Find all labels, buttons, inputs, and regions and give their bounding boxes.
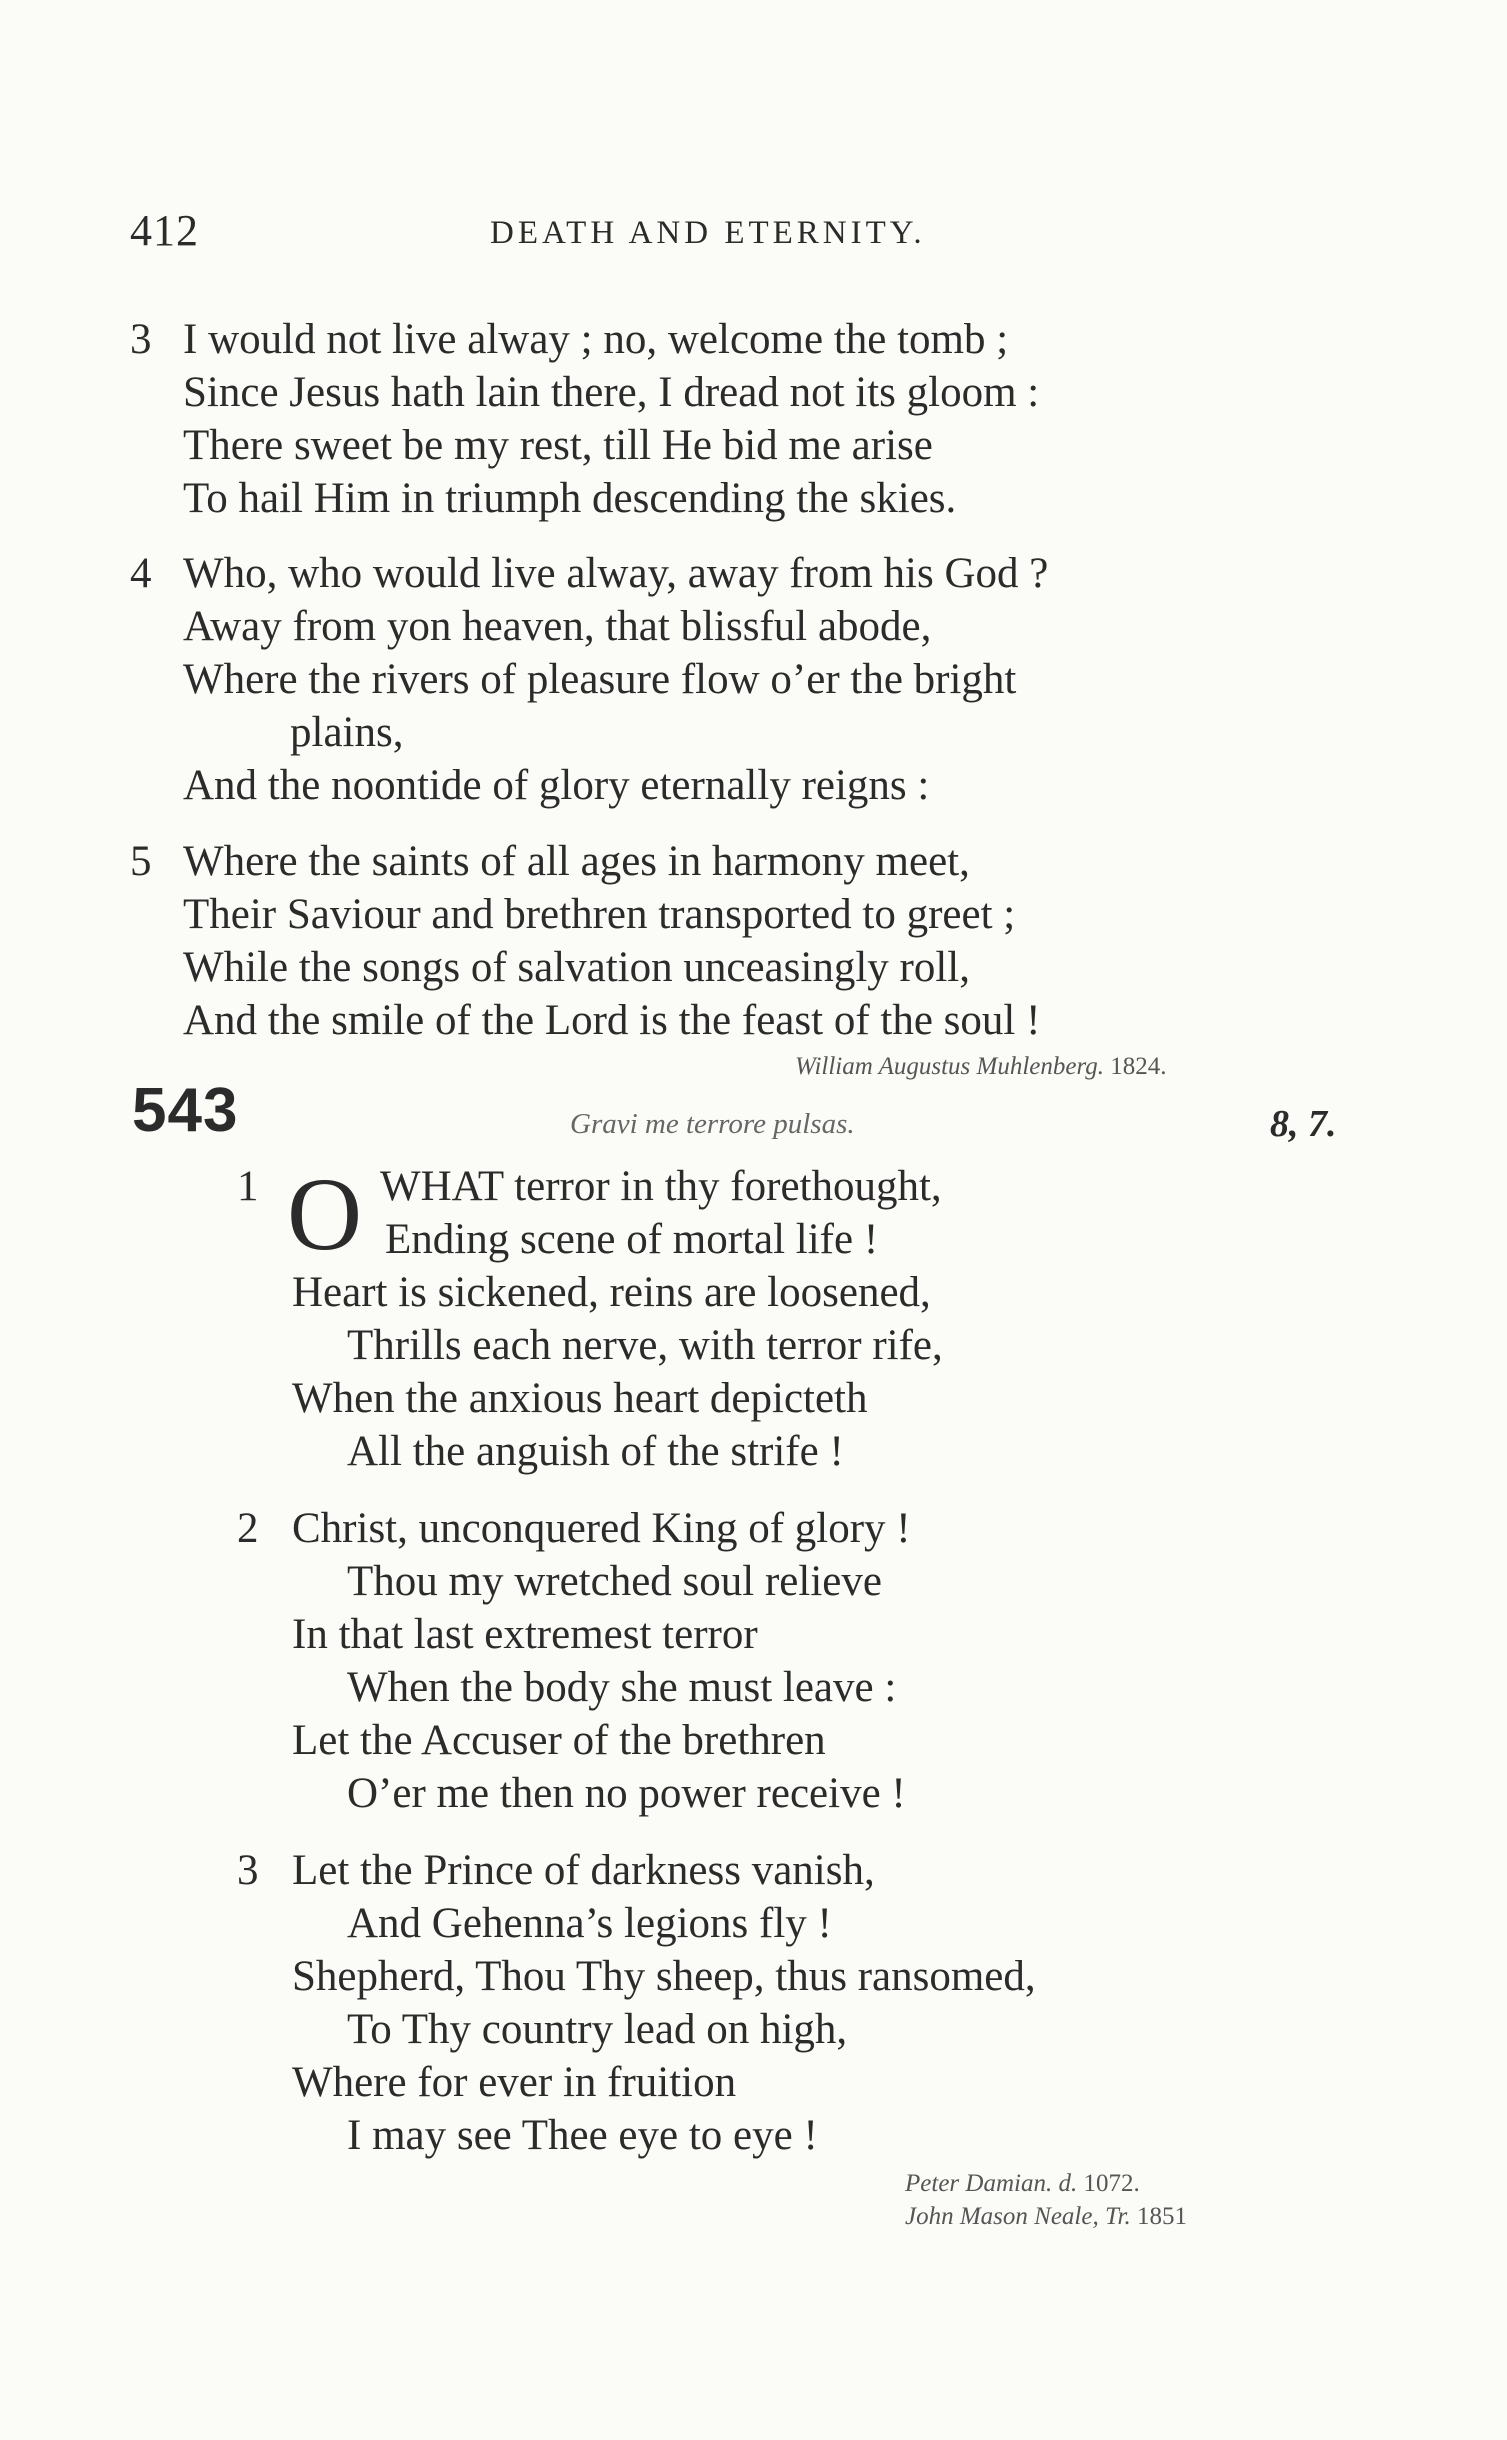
running-title: DEATH AND ETERNITY. (490, 215, 926, 251)
page-number: 412 (130, 206, 199, 255)
author-year: 1072. (1083, 2170, 1140, 2197)
verse-line: Heart is sickened, reins are loosened, (292, 1269, 931, 1316)
verse-line: Who, who would live alway, away from his God ? (183, 550, 1049, 597)
verse-line: And the noontide of glory eternally reigns : (183, 762, 930, 809)
stanza-number: 1 (237, 1163, 259, 1210)
stanza-number: 3 (130, 316, 152, 363)
verse-line: Ending scene of mortal life ! (385, 1216, 879, 1263)
verse-line: Since Jesus hath lain there, I dread not its gloom : (183, 369, 1040, 416)
translator-name: John Mason Neale, Tr. (905, 2203, 1131, 2230)
verse-line: And the smile of the Lord is the feast of the soul ! (183, 997, 1041, 1044)
verse-line: Let the Accuser of the brethren (292, 1717, 826, 1764)
verse-line: All the anguish of the strife ! (347, 1428, 844, 1475)
verse-line: In that last extremest terror (292, 1611, 758, 1658)
prev-hymn-attribution (795, 1053, 1167, 1081)
verse-line: Let the Prince of darkness vanish, (292, 1847, 875, 1894)
verse-line: Their Saviour and brethren transported to greet ; (183, 891, 1016, 938)
verse-line: I may see Thee eye to eye ! (347, 2112, 818, 2159)
stanza-number: 5 (130, 838, 152, 885)
stanza-number: 2 (237, 1505, 259, 1552)
verse-line: And Gehenna’s legions fly ! (347, 1900, 832, 1947)
drop-cap: O (287, 1157, 363, 1272)
verse-line: Where the rivers of pleasure flow o’er the bright (183, 656, 1017, 703)
verse-line: O’er me then no power receive ! (347, 1770, 906, 1817)
stanza-number: 3 (237, 1847, 259, 1894)
verse-line: To Thy country lead on high, (347, 2006, 848, 2053)
page-header (130, 205, 1370, 265)
verse-line: Thrills each nerve, with terror rife, (347, 1322, 943, 1369)
verse-line: There sweet be my rest, till He bid me arise (183, 422, 933, 469)
verse-line: Away from yon heaven, that blissful abode, (183, 603, 932, 650)
verse-line: To hail Him in triumph descending the skies. (183, 475, 957, 522)
stanza-number: 4 (130, 550, 152, 597)
verse-line: When the anxious heart depicteth (292, 1375, 868, 1422)
verse-line: Shepherd, Thou Thy sheep, thus ransomed, (292, 1953, 1036, 2000)
verse-line: I would not live alway ; no, welcome the tomb ; (183, 316, 1009, 363)
translator-year: 1851 (1136, 2203, 1187, 2230)
verse-line: When the body she must leave : (347, 1664, 897, 1711)
author-name: Peter Damian. d. (905, 2170, 1078, 2197)
verse-line: While the songs of salvation unceasingly roll, (183, 944, 970, 991)
verse-line: WHAT terror in thy forethought, (380, 1163, 942, 1210)
hymn-attribution-translator (905, 2203, 1187, 2231)
verse-line: Christ, unconquered King of glory ! (292, 1505, 911, 1552)
verse-line: Thou my wretched soul relieve (347, 1558, 882, 1605)
verse-line: plains, (290, 709, 404, 756)
author-name: William Augustus Muhlenberg. (795, 1053, 1105, 1080)
verse-line: Where for ever in fruition (292, 2059, 737, 2106)
hymn-number: 543 (132, 1076, 239, 1145)
verse-line: Where the saints of all ages in harmony meet, (183, 838, 970, 885)
meter: 8, 7. (1270, 1103, 1337, 1145)
tune-name: Gravi me terrore pulsas. (570, 1108, 855, 1140)
author-year: 1824. (1110, 1053, 1167, 1080)
hymn-attribution-author (905, 2170, 1140, 2198)
